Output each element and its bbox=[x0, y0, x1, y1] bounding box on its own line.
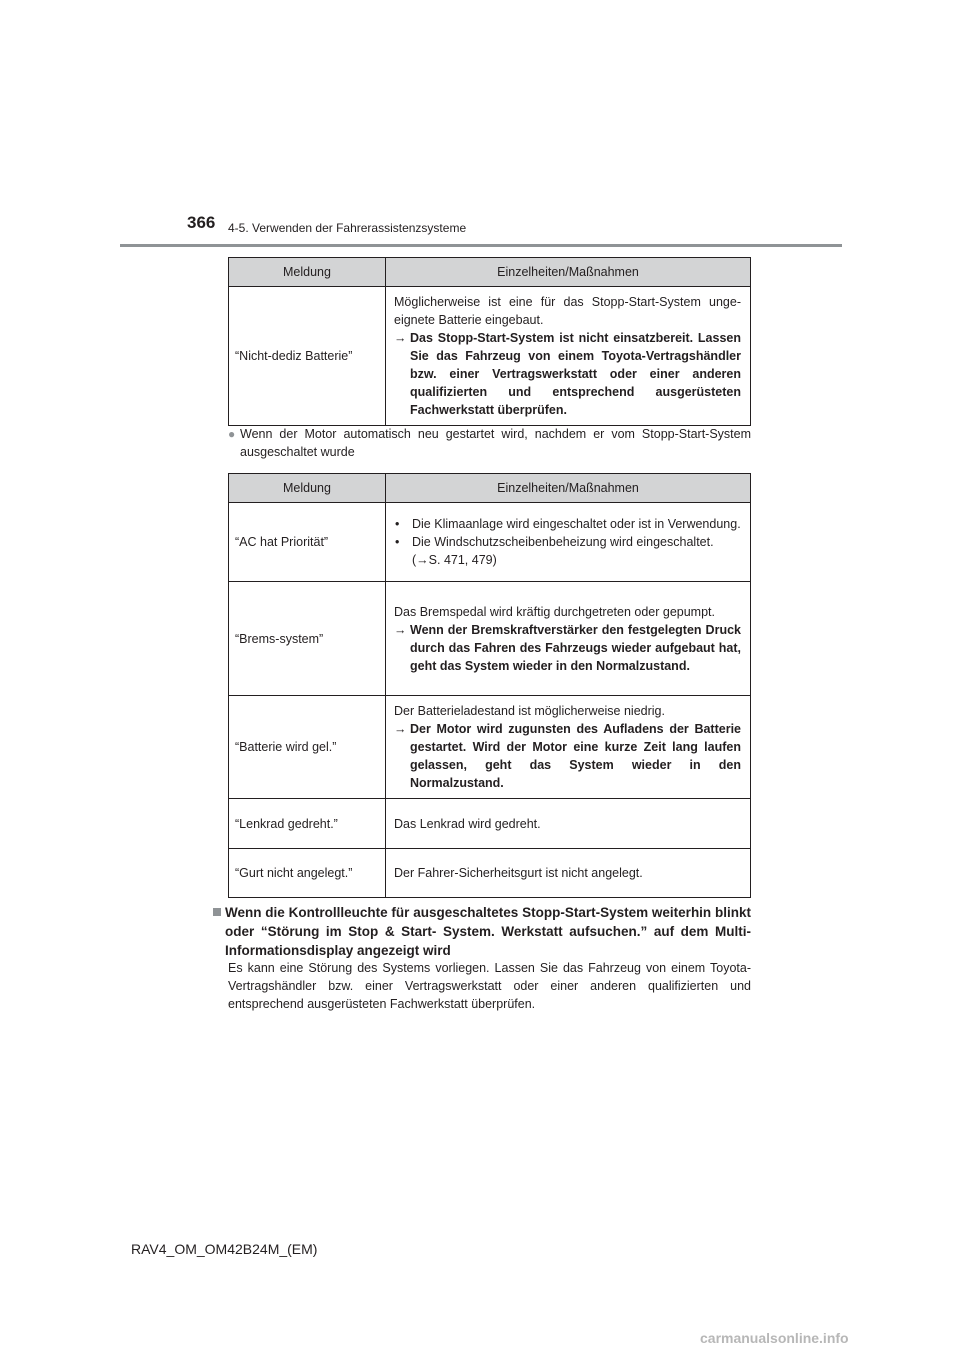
square-bullet-icon bbox=[213, 903, 225, 912]
table-row bbox=[229, 582, 751, 696]
details-cell bbox=[386, 503, 751, 582]
note-heading-text: Wenn die Kontrollleuchte für ausgeschaltetes Stopp-Start-System weiterhin blinkt oder “Störung im Stop & Start- System. Werkstatt aufsuchen.” auf dem Multi-Informationsdisplay angezeigt wird bbox=[225, 905, 751, 958]
message-cell: “Nicht-dediz Batterie” bbox=[229, 287, 386, 426]
message-cell: “Lenkrad gedreht.” bbox=[229, 799, 386, 849]
message-cell: “Brems-system” bbox=[229, 582, 386, 696]
column-header-message: Meldung bbox=[229, 474, 386, 503]
list-item bbox=[394, 515, 741, 533]
action-line bbox=[394, 329, 741, 419]
message-cell: “Batterie wird gel.” bbox=[229, 696, 386, 799]
arrow-icon: → bbox=[394, 622, 407, 637]
list-item-text: Die Windschutzscheibenbeheizung wird eingeschaltet. (→S. 471, 479) bbox=[412, 535, 714, 567]
table-row bbox=[229, 849, 751, 898]
action-text: Wenn der Bremskraftverstärker den festgelegten Druck durch das Fahren des Fahrzeugs wieder aufgebaut hat, geht das System wieder in den Normalzustand. bbox=[410, 622, 741, 673]
table-header-row bbox=[229, 258, 751, 287]
message-cell: “Gurt nicht angelegt.” bbox=[229, 849, 386, 898]
detail-text: Der Batterieladestand ist möglicherweise niedrig. bbox=[394, 704, 665, 718]
details-cell: Das Lenkrad wird gedreht. bbox=[386, 799, 751, 849]
list-item bbox=[394, 533, 741, 569]
message-cell: “AC hat Priorität” bbox=[229, 503, 386, 582]
detail-text: Möglicherweise ist eine für das Stopp-Start-System ungeeignete Batterie eingebaut. bbox=[394, 295, 741, 327]
watermark: carmanualsonline.info bbox=[700, 1330, 849, 1346]
messages-table-main bbox=[228, 473, 751, 898]
column-header-details: Einzelheiten/Maßnahmen bbox=[386, 258, 751, 287]
circle-bullet-icon: ● bbox=[228, 427, 236, 441]
arrow-icon: → bbox=[394, 722, 407, 736]
restart-bullet bbox=[228, 425, 751, 461]
detail-text: Das Bremspedal wird kräftig durchgetreten oder gepumpt. bbox=[394, 604, 715, 619]
table-row bbox=[229, 799, 751, 849]
action-line bbox=[394, 621, 741, 675]
note-heading bbox=[213, 903, 751, 960]
action-text: Der Motor wird zugunsten des Aufladens der Batterie gestartet. Wird der Motor eine kurze Zeit lang laufen gelassen, geht das System wieder in den Normalzustand. bbox=[410, 722, 741, 790]
messages-table-top bbox=[228, 257, 751, 426]
details-cell: Der Fahrer-Sicherheitsgurt ist nicht angelegt. bbox=[386, 849, 751, 898]
column-header-message: Meldung bbox=[229, 258, 386, 287]
details-cell bbox=[386, 696, 751, 799]
action-text: Das Stopp-Start-System ist nicht einsatzbereit. Lassen Sie das Fahrzeug von einem Toyota-Vertragshändler bzw. einer Vertragswerkstatt oder einer anderen qualifizierten und entsprechend ausgerüsteten Fachwerkstatt überprüfen. bbox=[410, 331, 741, 417]
bullet-icon: • bbox=[395, 535, 400, 549]
details-cell bbox=[386, 287, 751, 426]
table-row bbox=[229, 287, 751, 426]
table-header-row bbox=[229, 474, 751, 503]
note-body: Es kann eine Störung des Systems vorliegen. Lassen Sie das Fahrzeug von einem Toyota-Vertragshändler bzw. einer Vertragswerkstatt oder einer anderen qualifizierten und entsprechend ausgerüsteten Fachwerkstatt überprüfen. bbox=[228, 961, 751, 1011]
footer-manual-code: RAV4_OM_OM42B24M_(EM) bbox=[131, 1241, 318, 1257]
action-line bbox=[394, 720, 741, 792]
details-cell bbox=[386, 582, 751, 696]
section-title: 4-5. Verwenden der Fahrerassistenzsysteme bbox=[228, 221, 467, 235]
table-row bbox=[229, 696, 751, 799]
header-rule bbox=[120, 244, 842, 247]
list-item-text: Die Klimaanlage wird eingeschaltet oder ist in Verwendung. bbox=[412, 517, 741, 531]
arrow-icon: → bbox=[394, 331, 407, 345]
column-header-details: Einzelheiten/Maßnahmen bbox=[386, 474, 751, 503]
table-row bbox=[229, 503, 751, 582]
bullet-text: Wenn der Motor automatisch neu gestartet wird, nachdem er vom Stopp-Start-System ausgeschaltet wurde bbox=[240, 427, 751, 459]
page-number: 366 bbox=[187, 213, 216, 232]
bullet-icon: • bbox=[395, 517, 400, 531]
